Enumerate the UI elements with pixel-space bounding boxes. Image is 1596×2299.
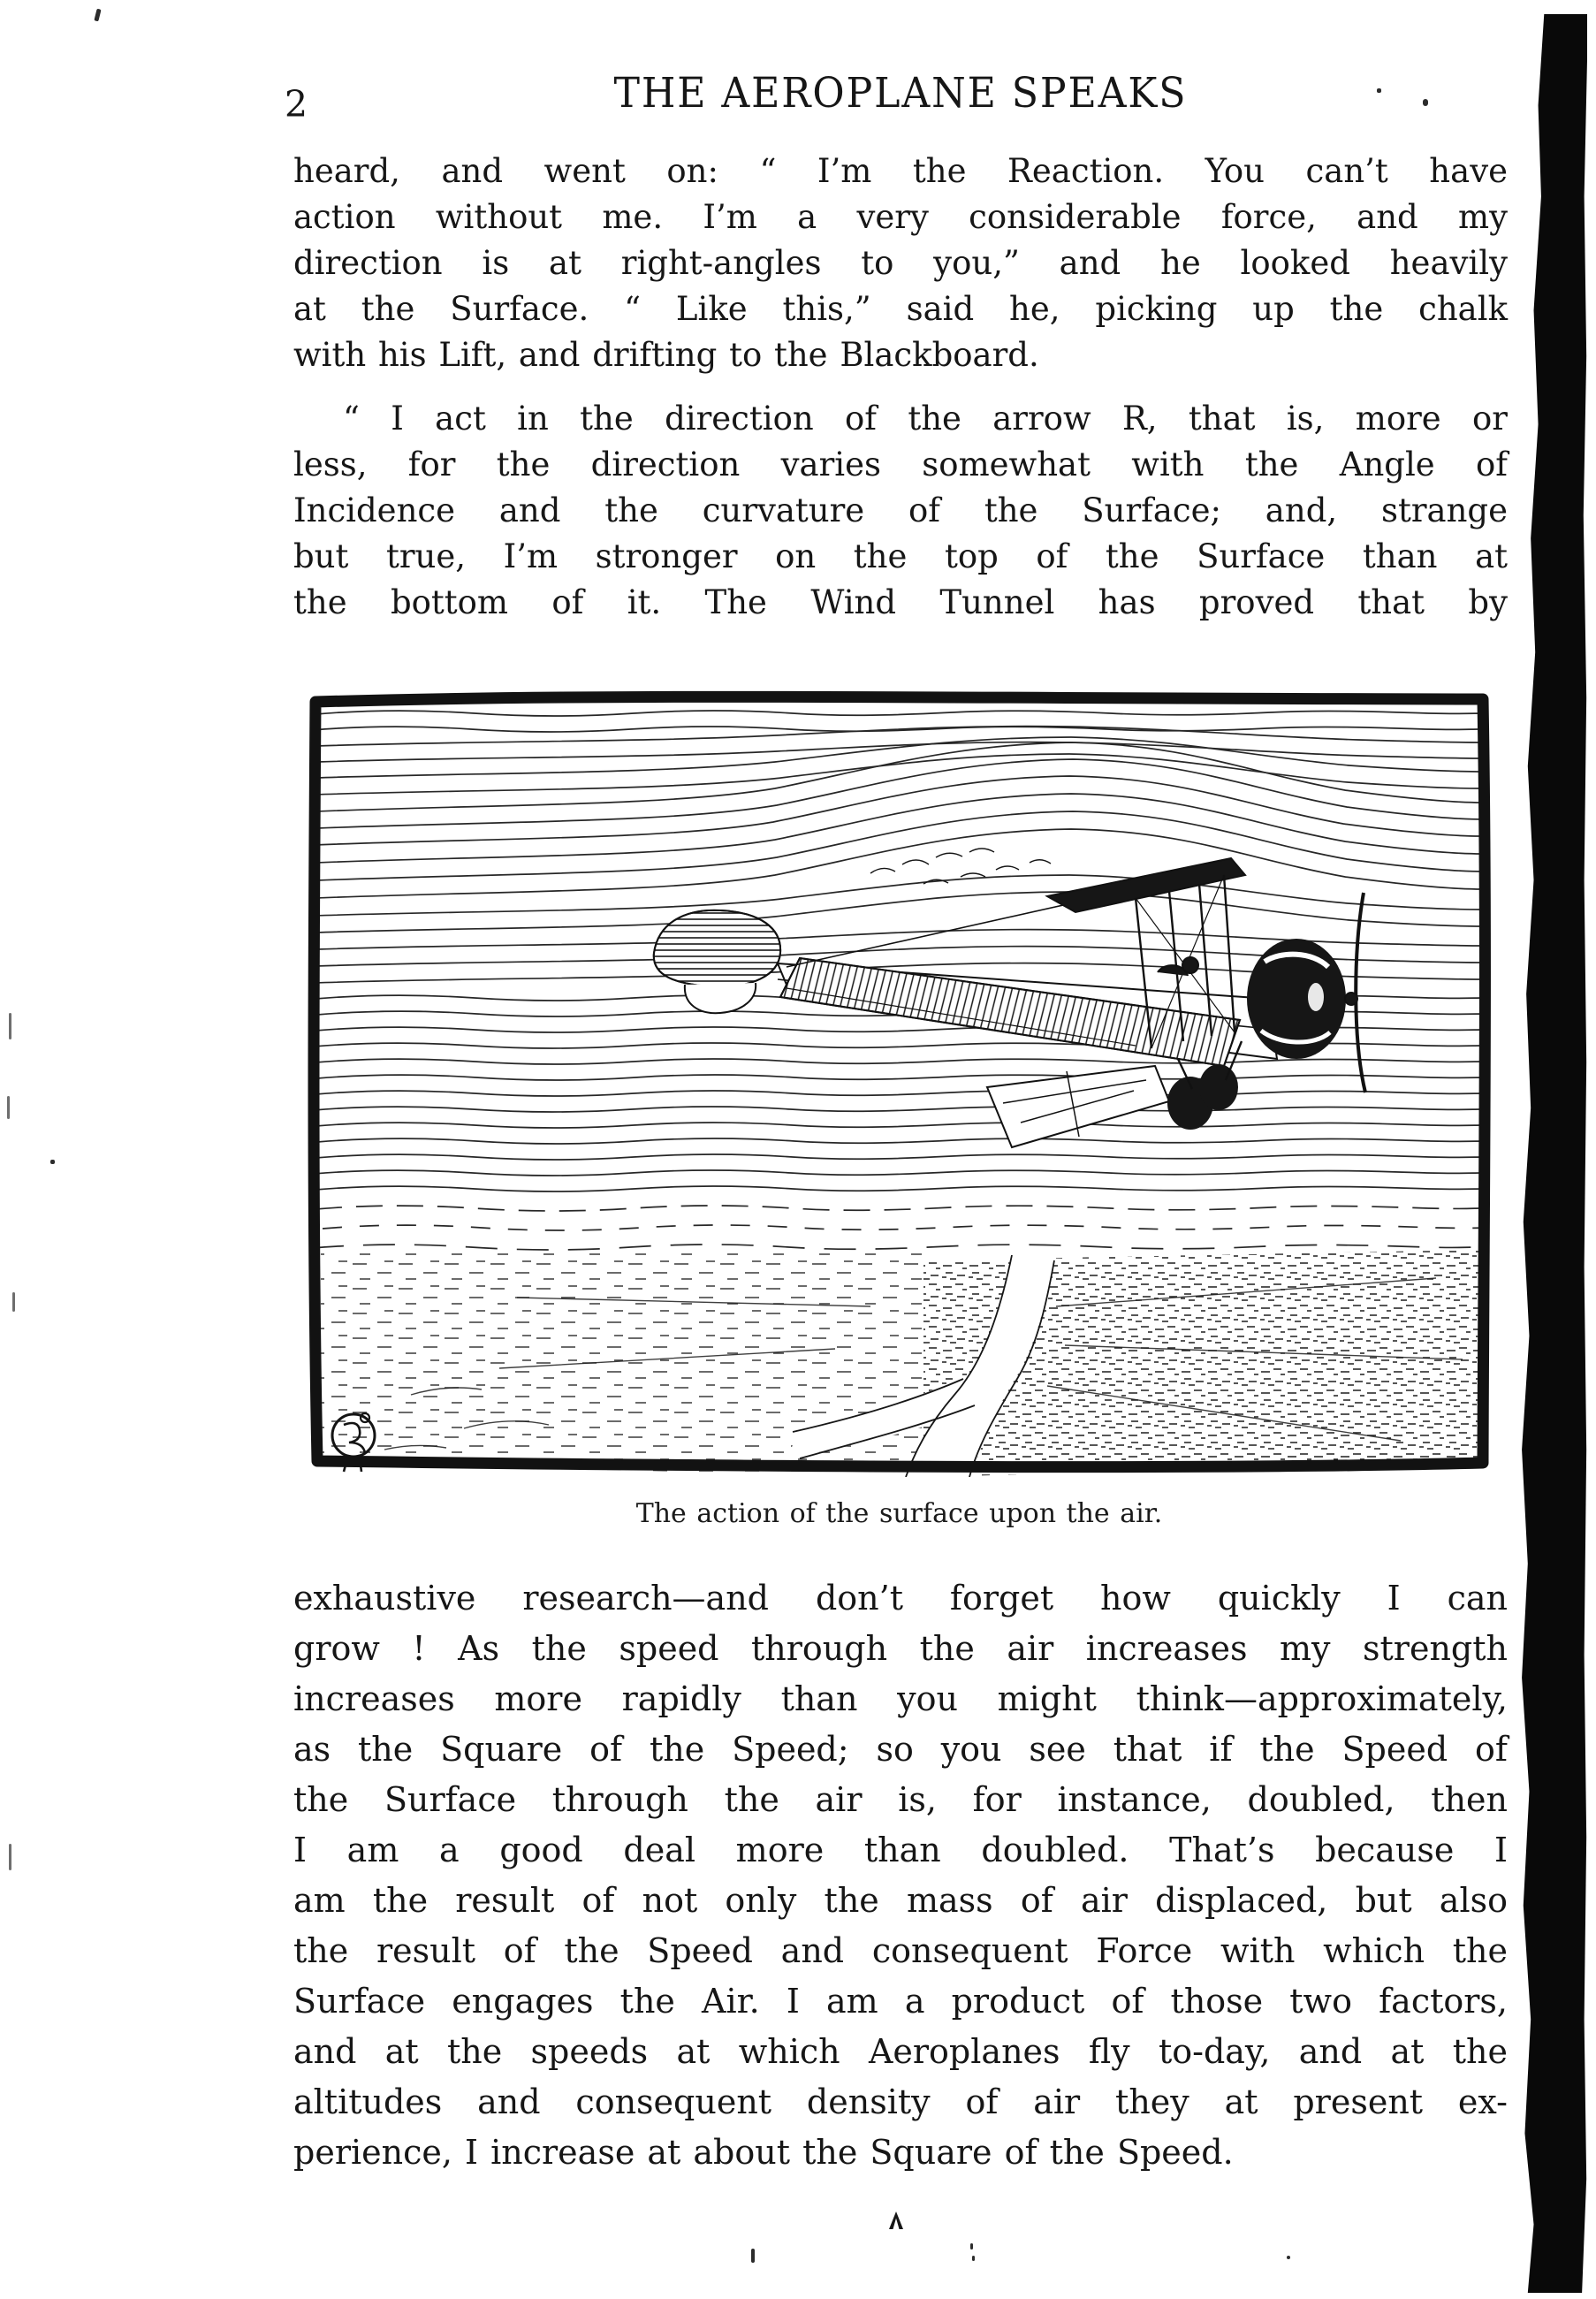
scan-speck [889, 2211, 903, 2229]
paragraph-1 [293, 148, 1508, 378]
page-number: 2 [285, 83, 308, 126]
text-line: perience, I increase at about the Square of the Speed. [293, 2133, 1234, 2172]
aeroplane-airstream-illustration [305, 688, 1493, 1477]
text-line: at the Surface. “ Like this,” said he, picking up the chalk [293, 290, 1508, 328]
scan-speck [1287, 2256, 1290, 2259]
margin-mark [9, 1013, 11, 1039]
text-line: altitudes and consequent density of air they at present ex- [293, 2082, 1508, 2121]
scan-gutter-band [1513, 14, 1587, 2293]
text-line: I am a good deal more than doubled. That’s because I [293, 1831, 1508, 1869]
scan-speck [50, 1160, 55, 1164]
text-line: as the Square of the Speed; so you see that if the Speed of [293, 1730, 1508, 1769]
text-line: and at the speeds at which Aeroplanes fly to-day, and at the [293, 2032, 1508, 2071]
scan-speck [972, 2256, 975, 2261]
text-line: the Surface through the air is, for instance, doubled, then [293, 1780, 1508, 1819]
margin-mark [7, 1096, 10, 1119]
scan-speck [751, 2249, 755, 2263]
text-line: am the result of not only the mass of air displaced, but also [293, 1881, 1508, 1920]
paragraph-2 [293, 396, 1508, 626]
running-head-title: THE AEROPLANE SPEAKS [613, 69, 1188, 118]
text-line: Surface engages the Air. I am a product of those two factors, [293, 1982, 1508, 2021]
text-line: Incidence and the curvature of the Surface; and, strange [293, 491, 1508, 529]
margin-mark [9, 1844, 11, 1870]
margin-mark [12, 1292, 15, 1312]
text-line: the bottom of it. The Wind Tunnel has proved that by [293, 583, 1508, 621]
scan-speck [970, 2243, 973, 2250]
figure-caption: The action of the surface upon the air. [635, 1498, 1163, 1529]
scan-speck [94, 9, 101, 22]
text-line: action without me. I’m a very considerable force, and my [293, 198, 1508, 236]
text-line: heard, and went on: “ I’m the Reaction. You can’t have [293, 152, 1508, 190]
paragraph-3 [293, 1573, 1508, 2178]
text-line: direction is at right-angles to you,” and he looked heavily [293, 244, 1508, 282]
text-line: exhaustive research—and don’t forget how quickly I can [293, 1579, 1508, 1618]
illustration-figure [305, 688, 1493, 1530]
text-line: less, for the direction varies somewhat with the Angle of [293, 445, 1508, 483]
text-line: with his Lift, and drifting to the Blackboard. [293, 336, 1039, 374]
text-line: but true, I’m stronger on the top of the Surface than at [293, 537, 1508, 575]
scan-speck [1377, 88, 1381, 93]
text-line: grow ! As the speed through the air increases my strength [293, 1629, 1508, 1668]
text-line: “ I act in the direction of the arrow R, that is, more or [343, 400, 1508, 438]
aerial-landscape [321, 1250, 1482, 1477]
text-line: the result of the Speed and consequent Force with which the [293, 1931, 1508, 1970]
text-line: increases more rapidly than you might think—approximately, [293, 1679, 1508, 1718]
scan-speck [1423, 99, 1428, 106]
